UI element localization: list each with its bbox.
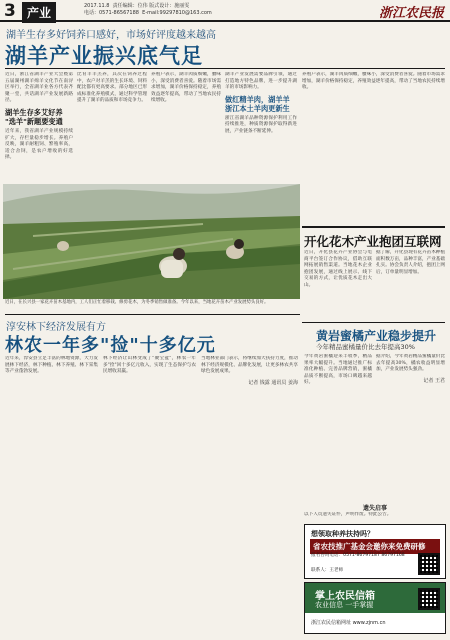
- story3-body-2: 据介绍，今年黄岩精品蜜橘量价比去年提高30%，橘农收益明显增加，产业发展势头强劲。: [376, 354, 445, 373]
- story4-kicker: 淳安林下经济发展有方: [6, 322, 106, 333]
- lead-column-4: [225, 72, 297, 182]
- lead-body-4: 浙江省湖羊品种资源保护利用工作持续推进，种质资源保护取得新进展，产业链条不断延伸。: [225, 115, 297, 134]
- lead-kicker: 湖羊生存多好饲养口感好，市场好评度越来越高: [6, 30, 216, 41]
- lead-body-2: 比育羊羊羔养，其次在饲养过程中，农户对羊羔的生长环境、饲料配比都有更高要求。部分地区已形成标准化养殖模式，通过科学管理提升了湖羊的品质和市场竞争力。: [77, 72, 147, 104]
- story2-column-2: [376, 250, 445, 320]
- story4-body-2: 林下经济让山林变成了"聚宝盆"，林农一年多"捡"回十多亿元收入，实现了生态保护与农民增收双赢。: [103, 356, 196, 375]
- ad2-site: 浙江农民信箱网址 www.zjnm.cn: [311, 620, 386, 626]
- story3-column-1: [304, 354, 372, 464]
- ad2-title: 掌上农民信箱: [315, 591, 375, 602]
- story4-column-3: [201, 356, 298, 634]
- story4-column-1: [5, 356, 98, 634]
- editor-phone: 电话：0571-86567188: [84, 10, 139, 16]
- story4-body-3: 当地林业部门表示，将继续加大扶持力度，推动林下经济规模化、品牌化发展，让更多林农共享绿色发展成果。: [201, 356, 298, 375]
- page-number: 3: [4, 1, 16, 21]
- qr-code-icon: [418, 553, 440, 575]
- story2-column-1: [304, 250, 372, 320]
- photo-caption: 近日，在长兴县一家花卉苗木基地内，工人们正忙着移栽、修剪花木，为冬季销售做准备。今年以来，当地花卉苗木产业发展势头良好。: [5, 300, 269, 305]
- ad2-slogan: 农业信息 一手掌握: [315, 601, 374, 609]
- editor-credit: 责任编辑：位伟 版式设计：施丽雯: [112, 3, 190, 9]
- divider: [5, 314, 300, 315]
- divider: [302, 322, 445, 323]
- lead-column-1: [5, 72, 73, 182]
- qr-code-icon: [418, 588, 440, 610]
- story3-byline: 记者 王君: [423, 377, 445, 384]
- lead-intro-4: 湖羊产业发展需要品牌引领，通过打造地方特色品牌，进一步提升湖羊的市场影响力。: [225, 72, 297, 91]
- header-meta: [84, 3, 212, 17]
- story3-column-2: [376, 354, 445, 464]
- greenhouse-photo-image: [3, 184, 300, 299]
- lost-notice: [304, 503, 446, 523]
- story4-headline: 林农一年多"捡"十多亿元: [5, 335, 216, 356]
- story4-column-2: [103, 356, 196, 634]
- story3-headline: 黄岩蜜橘产业稳步提升: [316, 329, 437, 343]
- lead-intro: 近日，浙江省湖羊产业大会暨第五届湖州湖羊绵羊文化节在南浔区举行，全省湖羊业各方代表齐聚一堂，共话湖羊产业发展新路径。: [5, 72, 73, 104]
- story4-byline: 记者 钱露 通讯员 姜海: [248, 379, 298, 386]
- story4-body: 近年来，淳安县立足丰富的林地资源，大力发展林下经济，林下种植、林下养殖、林下采集等产业蓬勃发展。: [5, 356, 98, 375]
- training-ad: [304, 524, 446, 579]
- story3-subhead: 今年精品蜜橘量价比去年提高30%: [316, 343, 415, 351]
- story2-headline: 开化花木产业抱团互联网: [304, 234, 442, 249]
- editor-email: E-mail:99297810@163.com: [142, 10, 212, 16]
- ad1-question: 想领取种养扶持吗？: [311, 530, 374, 538]
- lead-column-2: [77, 72, 147, 182]
- ad1-contact: 联系人：王老师: [311, 568, 344, 573]
- notice-body: 以下人员遗失证件，声明作废。特此公告。: [304, 512, 392, 517]
- lead-headline: 湖羊产业振兴底气足: [5, 44, 203, 68]
- lead-body-5: 养殖户表示，湖羊肉质细嫩，膻味小，深受消费者喜爱。随着市场需求增加，湖羊价格保持稳定，养殖效益逐年提高，带动了当地农民持续增收。: [302, 72, 445, 91]
- ad1-headline: 省农技推广基金会邀你来免费研修: [310, 539, 440, 554]
- newspaper-masthead: 浙江农民报: [378, 6, 444, 21]
- issue-date: 2017.11.8: [84, 3, 110, 9]
- story2-body-2: 据了解，开化县现有花卉苗木种植面积数万亩，品种丰富，产业基础扎实。协会负责人介绍，抱团上网后，订单量明显增加。: [376, 250, 445, 275]
- lead-body-1: 近年来，我省湖羊产业规模持续扩大，存栏量稳步增长。养殖户反映，湖羊耐粗饲、繁殖率高，适合舍饲，是农户增收的好选择。: [5, 128, 73, 161]
- farmer-mailbox-ad: [304, 582, 446, 634]
- lead-column-3: [151, 72, 221, 182]
- story2-body: 近日，开化县花卉产业协会与电商平台签订合作协议，借助互联网拓展销售渠道。当地花木企业抱团发展，通过线上展示、线下交易的方式，让优质花木走出大山。: [304, 250, 372, 288]
- lead-column-5: [302, 72, 445, 182]
- lead-body-3: 养殖户表示，湖羊肉质细嫩，膻味小，深受消费者喜爱。随着市场需求增加，湖羊价格保持稳定，养殖效益逐年提高，带动了当地农民持续增收。: [151, 72, 221, 104]
- divider: [5, 68, 445, 69]
- lead-subhead-1: 湖羊生存多艾好养 "选羊"新题要变通: [5, 107, 63, 126]
- lead-subhead-2: 做红精羊肉，湖羊羊 浙江本土羊肉更新生: [225, 94, 290, 113]
- story3-body: 今年黄岩蜜橘迎来丰收季，精品果率大幅提升。当地通过推广标准化种植、完善品牌营销，蜜橘品质不断提高，市场口碑越来越好。: [304, 354, 372, 386]
- ad1-body: 报名咨询电话：0571-86797187 86797168: [311, 553, 405, 558]
- notice-title: 遗失启事: [362, 505, 387, 512]
- divider: [302, 226, 445, 228]
- section-label: 产业: [22, 2, 56, 23]
- greenhouse-photo: [3, 184, 300, 299]
